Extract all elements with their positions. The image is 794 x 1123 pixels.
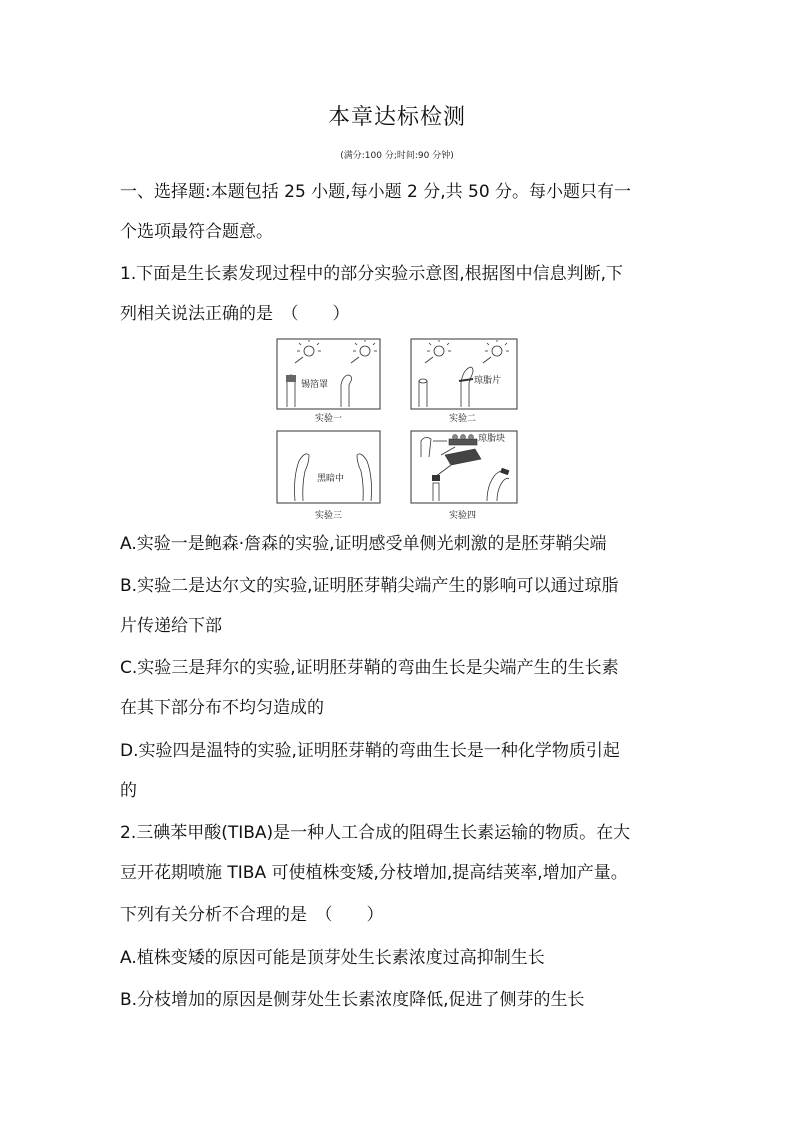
q2-stem-line1: 2.三碘苯甲酸(TIBA)是一种人工合成的阻碍生长素运输的物质。在大	[120, 823, 631, 843]
exp4-note-label: 琼脂块	[478, 434, 506, 444]
exp2-note-label: 琼脂片	[474, 376, 502, 386]
section-heading-line2: 个选项最符合题意。	[120, 222, 273, 242]
q1-experiment-figure	[275, 337, 520, 525]
q1-stem-line1: 1.下面是生长素发现过程中的部分实验示意图,根据图中信息判断,下	[120, 264, 624, 284]
exp1-note-label: 锡箔罩	[301, 380, 329, 390]
q1-option-c-line2: 在其下部分布不均匀造成的	[120, 698, 324, 718]
q2-option-a: A.植株变矮的原因可能是顶芽处生长素浓度过高抑制生长	[120, 948, 545, 968]
q2-option-b: B.分枝增加的原因是侧芽处生长素浓度降低,促进了侧芽的生长	[120, 990, 585, 1010]
exp3-note-label: 黑暗中	[317, 474, 345, 484]
q1-stem-line2: 列相关说法正确的是 （ ）	[120, 304, 350, 324]
q1-option-d-line2: 的	[120, 781, 137, 801]
q2-stem-line3: 下列有关分析不合理的是 （ ）	[120, 905, 384, 925]
score-time-note: (满分:100 分;时间:90 分钟)	[340, 151, 454, 161]
exp3-caption: 实验三	[315, 511, 343, 521]
experiment-4-panel	[411, 431, 517, 503]
exp4-caption: 实验四	[449, 511, 477, 521]
section-heading-line1: 一、选择题:本题包括 25 小题,每小题 2 分,共 50 分。每小题只有一	[120, 182, 632, 202]
q1-option-d-line1: D.实验四是温特的实验,证明胚芽鞘的弯曲生长是一种化学物质引起	[120, 741, 620, 761]
q2-stem-line2: 豆开花期喷施 TIBA 可使植株变矮,分枝增加,提高结荚率,增加产量。	[120, 863, 628, 883]
q1-option-b-line1: B.实验二是达尔文的实验,证明胚芽鞘尖端产生的影响可以通过琼脂	[120, 576, 619, 596]
experiment-1-panel	[277, 339, 380, 409]
experiment-2-panel	[411, 339, 517, 409]
experiment-3-panel	[277, 431, 380, 503]
q1-option-b-line2: 片传递给下部	[120, 616, 222, 636]
q1-option-a: A.实验一是鲍森·詹森的实验,证明感受单侧光刺激的是胚芽鞘尖端	[120, 534, 607, 554]
page-title: 本章达标检测	[327, 105, 466, 130]
exp1-caption: 实验一	[315, 414, 343, 424]
exp2-caption: 实验二	[449, 414, 477, 424]
q1-option-c-line1: C.实验三是拜尔的实验,证明胚芽鞘的弯曲生长是尖端产生的生长素	[120, 658, 619, 678]
